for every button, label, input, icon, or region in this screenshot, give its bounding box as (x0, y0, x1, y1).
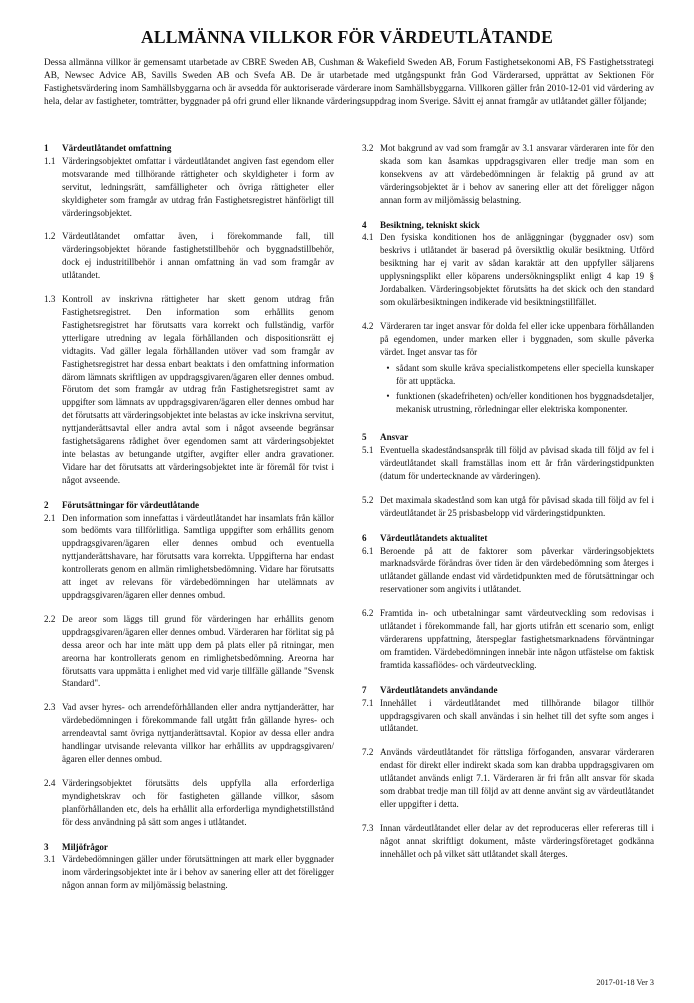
clause-text: Värdebedömningen gäller under förutsättningen att mark eller byggnader inom värderingsobjektet inte är i behov av sanering eller att det föreligger någon annan form av miljömässig belastning. (62, 854, 334, 891)
clause-text: Kontroll av inskrivna rättigheter har skett genom utdrag från Fastighetsregistret. Den information som erhållits genom Fastighetsregistret har förutsatts vara korrekt och fullständig, varför ytterligare utredning av legala förhållanden och dispositionsrätt ej vidtagits. Vad gäller legala förhållanden utöver vad som framgår av Fastighetsregistret har dessa enbart beaktats i den omfattning information därom lämnats skriftligen av uppdragsgivaren/ägaren eller dennes ombud. Förutom det som framgår av utdrag från Fastighetsregistret samt av uppgifter som lämnats av uppdragsgivaren/ägaren eller dennes ombud har det förutsatts att värderingsobjektet inte belastas av icke inskrivna servitut, nyttjanderättsavtal eller andra avtal som i något avseende begränsar fastighetsägarens rådighet över egendomen samt att värderingsobjektet inte belastas av betungande utgifter, avgifter eller andra gravationer. Vidare har det förutsatts att värderingsobjektet inte är föremål för tvist i något avseende. (62, 294, 334, 485)
section-title: Besiktning, tekniskt skick (380, 219, 480, 230)
clause-body (62, 230, 334, 282)
section-4 (362, 219, 654, 420)
clause-text: Den fysiska konditionen hos de anläggningar (byggnader osv) som beskrivs i utlåtandet är baserad på översiktlig okulär besiktning. Utförd besiktning har ej varit av sådan karaktär att den uppfyller säljarens upplysningsplikt eller köparens undersökningsplikt enligt 4 kap 19 § Jordabalken. Värderingsobjektet förutsätts ha det skick och den standard som okulärbesiktningen indikerade vid besiktningstillfället. (380, 232, 654, 307)
clause-2-1 (44, 512, 334, 602)
bullet-item (380, 362, 654, 388)
section-1 (44, 142, 334, 487)
clause-body (380, 697, 654, 736)
clause-body (62, 293, 334, 487)
clause-number: 1.2 (44, 231, 56, 242)
clause-body (380, 822, 654, 861)
bullet-icon: • (386, 362, 390, 373)
clause-1-3 (44, 293, 334, 487)
clause-number: 3.2 (362, 143, 374, 153)
section-heading (44, 841, 334, 854)
clause-4-2 (362, 320, 654, 419)
intro-paragraph: Dessa allmänna villkor är gemensamt utarbetade av CBRE Sweden AB, Cushman & Wakefield Sweden AB, Forum Fastighetsekonomi AB, FS Fastighetsstrategi AB, Newsec Advice AB, Savills Sweden AB och Svefa AB. De är utarbetade med utgångspunkt från God Värderarsed, upprättat av Sektionen För Fastighetsvärdering inom Samhällsbyggarna och är avsedda för auktoriserade värderare inom Samhällsbyggarna. Villkoren gäller från 2010-12-01 vid värdering av hela, delar av fastigheter, tomträtter, byggnader på ofri grund eller liknande värderingsuppdrag inom Sverige. Såvitt ej annat framgår av utlåtandet gäller följande; (44, 58, 654, 108)
section-number: 1 (44, 143, 49, 153)
bullet-text: sådant som skulle kräva specialistkompetens eller speciella kunskaper för att upptäcka. (396, 362, 654, 386)
clause-body (62, 155, 334, 220)
clause-body (62, 777, 334, 829)
bullet-text: funktionen (skadefriheten) och/eller konditionen hos byggnadsdetaljer, mekanisk utrustning, rörledningar eller elektriska komponenter. (396, 391, 654, 415)
left-column (44, 142, 334, 904)
clause-text: Mot bakgrund av vad som framgår av 3.1 ansvarar värderaren inte för den skada som kan åsamkas uppdragsgivaren eller tredje man som en konsekvens av att värdebedömningen är felaktig på grund av att värderingsobjektet är i behov av sanering eller att det föreligger någon annan form av miljömässig belastning. (380, 143, 654, 205)
clause-1-2 (44, 230, 334, 282)
clause-text: Eventuella skadeståndsanspråk till följd av påvisad skada till följd av fel i värdeutlåtandet skall framställas inom ett år från värderingstidpunkten (datum för undertecknande av värderingen). (380, 445, 654, 481)
clause-5-1 (362, 444, 654, 483)
section-title: Värdeutlåtandets användande (380, 684, 498, 695)
section-5 (362, 431, 654, 519)
clause-body (62, 701, 334, 766)
clause-number: 2.1 (44, 512, 56, 523)
section-title: Värdeutlåtandet omfattning (62, 143, 172, 153)
clause-3-2 (362, 142, 654, 207)
clause-text: De areor som läggs till grund för värderingen har erhållits genom uppdragsgivaren/ägaren eller dennes ombud. Värderaren har förlitat sig på dessa areor och har inte mätt upp dem på plats eller på ritningar, men areorna har kontrollerats genom en rimlighetsbedömning. Areorna har förutsatts vara uppmätta i enlighet med vid varje tillfälle gällande "Svensk Standard". (62, 613, 334, 689)
bullet-item (380, 390, 654, 416)
section-heading (44, 499, 334, 512)
section-heading (362, 219, 654, 232)
clause-body (62, 512, 334, 602)
clause-2-2 (44, 613, 334, 690)
clause-body (62, 613, 334, 690)
right-column (362, 142, 654, 873)
clause-text: Den information som innefattas i värdeutlåtandet har insamlats från källor som bedömts vara tillförlitliga. Samtliga uppgifter som erhållits genom uppdragsgivaren/ägaren eller dennes ombud och eventuella nyttjanderättshavare, har förutsatts vara korrekta. Uppgifterna har endast kontrollerats genom en allmän rimlighetsbedömning. Vidare har förutsatts att inget av relevans för värdebedömningen har utelämnats av uppdragsgivaren/ägaren eller dennes ombud. (62, 512, 334, 600)
clause-text: Värderingsobjektet omfattar i värdeutlåtandet angiven fast egendom eller motsvarande med tillhörande rättigheter och skyldigheter i form av servitut, ledningsrätt, samfälligheter och övriga rättigheter eller skyldigheter som framgår av utdrag från Fastighetsregistret hänförligt till värderingsobjektet. (62, 155, 334, 218)
clause-2-4 (44, 777, 334, 829)
section-heading (362, 532, 654, 545)
clause-text: Framtida in- och utbetalningar samt värdeutveckling som redovisas i utlåtandet i förekommande fall, har gjorts utifrån ett scenario som, enligt värderarens uppfattning, återspeglar fastighetsmarknadens förväntningar om framtiden. Värdebedömningen innebär inte någon utfästelse om faktisk framtida kassaflödes- och värdeutveckling. (380, 608, 654, 670)
section-number: 4 (362, 219, 367, 230)
section-heading (44, 142, 334, 155)
section-title: Förutsättningar för värdeutlåtande (62, 499, 200, 510)
clause-number: 7.2 (362, 747, 374, 758)
clause-text: Det maximala skadestånd som kan utgå för påvisad skada till följd av fel i värdeutlåtandet är 25 prisbasbelopp vid värderingstidpunkten. (380, 494, 654, 518)
clause-body (380, 607, 654, 672)
clause-text: Vad avser hyres- och arrendeförhållanden eller andra nyttjanderätter, har värdebedömningen i förekommande fall utgått från gällande hyres- och arrendeavtal samt övriga nyttjanderättsavtal. Kopior av dessa eller andra handlingar utvisande relevanta villkor har erhållits av uppdragsgivaren/ägaren eller dennes ombud. (62, 702, 334, 764)
clause-body (380, 545, 654, 597)
clause-number: 4.1 (362, 232, 374, 243)
clause-number: 2.3 (44, 702, 56, 713)
clause-text: Värdeutlåtandet omfattar även, i förekommande fall, till värderingsobjektet hörande fastighetstillbehör och byggnadstillbehör, dock ej industritillbehör i annan omfattning än vad som framgår av utlåtandet. (62, 231, 334, 281)
section-number: 3 (44, 841, 49, 852)
section-heading (362, 431, 654, 444)
clause-number: 2.2 (44, 613, 56, 624)
clause-7-2 (362, 746, 654, 811)
section-number: 6 (362, 532, 367, 543)
clause-text: Innan värdeutlåtandet eller delar av det reproduceras eller refereras till i något annat skriftligt dokument, måste värderingsföretaget godkänna innehållet och på vilket sätt utlåtandet skall återges. (380, 822, 654, 859)
clause-text: Används värdeutlåtandet för rättsliga förfoganden, ansvarar värderaren endast för direkt eller indirekt skada som kan drabba uppdragsgivaren om utlåtandet används enligt 7.1. Värderaren är fri från allt ansvar för skada som drabbat tredje man till följd av att denne använt sig av värdeutlåtandet eller uppgifter i detta. (380, 747, 654, 809)
document-title: ALLMÄNNA VILLKOR FÖR VÄRDEUTLÅTANDE (141, 27, 553, 47)
section-number: 2 (44, 499, 49, 510)
clause-number: 3.1 (44, 854, 56, 865)
clause-number: 5.1 (362, 445, 374, 456)
clause-6-1 (362, 545, 654, 597)
clause-text: Värderaren tar inget ansvar för dolda fel eller icke uppenbara förhållanden på egendomen, under marken eller i byggnaden, som skulle påverka värdet. Inget ansvar tas för (380, 320, 654, 357)
clause-2-3 (44, 701, 334, 766)
section-3 (362, 142, 654, 207)
clause-number: 6.1 (362, 545, 374, 556)
clause-body (380, 231, 654, 308)
section-7 (362, 684, 654, 861)
clause-number: 6.2 (362, 608, 374, 619)
clause-4-1 (362, 231, 654, 308)
section-3 (44, 841, 334, 893)
section-2 (44, 499, 334, 829)
clause-body (380, 142, 654, 207)
section-title: Ansvar (380, 432, 409, 443)
clause-number: 4.2 (362, 320, 374, 331)
section-number: 5 (362, 432, 367, 443)
clause-number: 7.1 (362, 697, 374, 708)
clause-bullet-list (380, 362, 654, 417)
section-title: Miljöfrågor (62, 841, 108, 852)
version-footer: 2017-01-18 Ver 3 (596, 978, 654, 987)
clause-number: 1.3 (44, 294, 56, 305)
clause-number: 7.3 (362, 822, 374, 833)
bullet-icon: • (386, 391, 390, 402)
section-heading (362, 684, 654, 697)
clause-5-2 (362, 494, 654, 520)
clause-number: 2.4 (44, 777, 56, 788)
section-number: 7 (362, 684, 367, 695)
clause-body (62, 853, 334, 892)
clause-text: Beroende på att de faktorer som påverkar värderingsobjektets marknadsvärde förändras över tiden är den värdebedömning som återges i utlåtandet gällande endast vid värdetidpunkten med de förutsättningar och reservationer som angivits i utlåtandet. (380, 545, 654, 595)
clause-3-1 (44, 853, 334, 892)
clause-7-3 (362, 822, 654, 861)
clause-body (380, 494, 654, 520)
clause-body (380, 444, 654, 483)
clause-6-2 (362, 607, 654, 672)
clause-1-1 (44, 155, 334, 220)
clause-number: 5.2 (362, 494, 374, 505)
clause-body (380, 320, 654, 419)
clause-7-1 (362, 697, 654, 736)
clause-text: Värderingsobjektet förutsätts dels uppfylla alla erforderliga myndighetskrav och för fastigheten gällande villkor, såsom planförhållanden etc, dels ha erhållit alla erforderliga myndighetstillstånd för dess användning på sätt som anges i utlåtandet. (62, 777, 334, 827)
clause-text: Innehållet i värdeutlåtandet med tillhörande bilagor tillhör uppdragsgivaren och skall användas i sin helhet till det syfte som anges i utlåtandet. (380, 697, 654, 734)
section-6 (362, 532, 654, 672)
section-title: Värdeutlåtandets aktualitet (380, 532, 488, 543)
clause-number: 1.1 (44, 155, 56, 166)
clause-body (380, 746, 654, 811)
